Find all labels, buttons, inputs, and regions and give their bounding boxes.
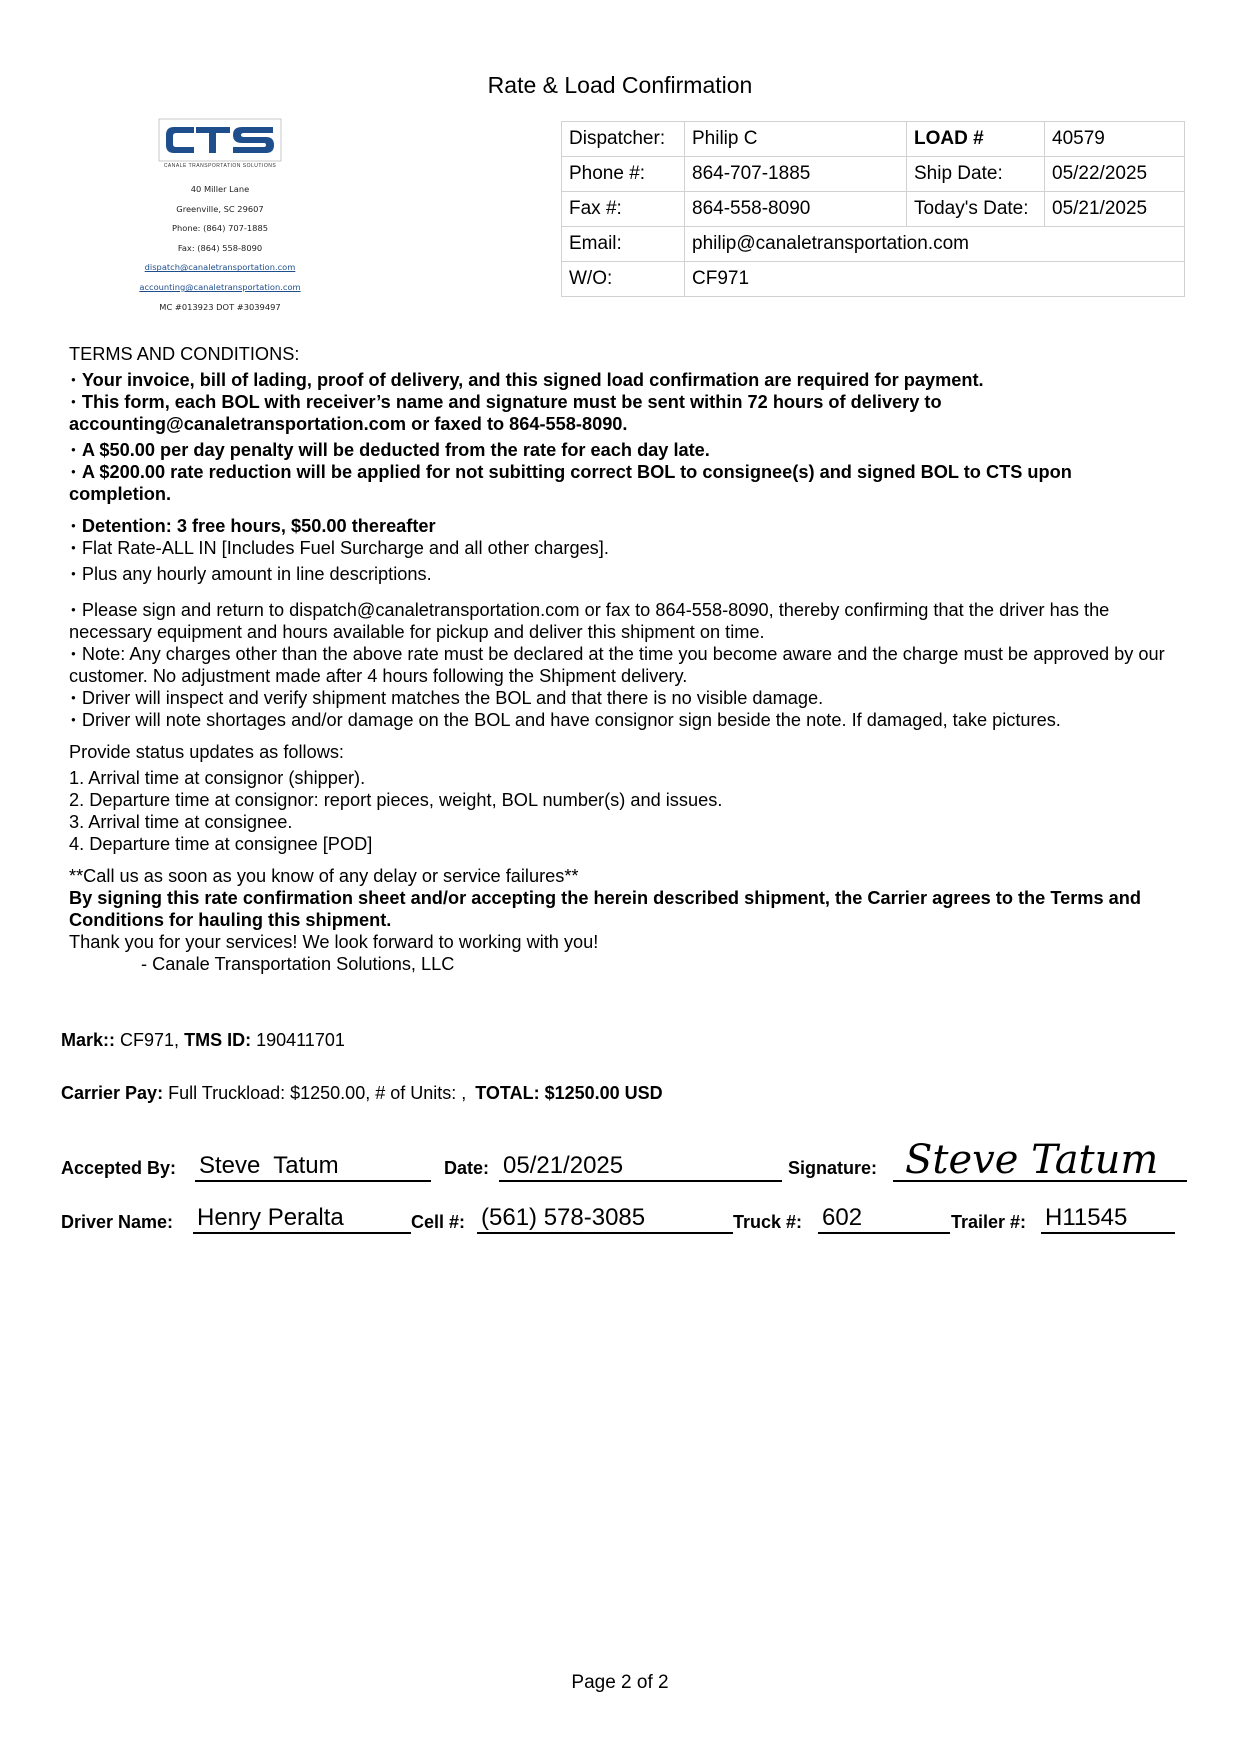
status-step-2: 2. Departure time at consignor: report pieces, weight, BOL number(s) and issues. <box>69 790 723 810</box>
truck-label: Truck #: <box>733 1212 803 1232</box>
fax-value: 864-558-8090 <box>685 192 907 227</box>
status-step-1: 1. Arrival time at consignor (shipper). <box>69 768 366 788</box>
phone-value: 864-707-1885 <box>685 157 907 192</box>
load-number-label: LOAD # <box>907 122 1045 157</box>
table-row <box>562 122 1185 157</box>
company-address-line1: 40 Miller Lane <box>190 184 250 194</box>
carrier-pay-line <box>61 1083 663 1104</box>
work-order-value: CF971 <box>685 262 1185 297</box>
phone-label: Phone #: <box>562 157 685 192</box>
mc-dot-numbers: MC #013923 DOT #3039497 <box>159 301 281 312</box>
mark-line <box>61 1030 345 1051</box>
dispatcher-value: Philip C <box>685 122 907 157</box>
carrier-pay-total: TOTAL: $1250.00 USD <box>475 1083 663 1103</box>
table-row <box>562 227 1185 262</box>
logo-subtitle: CANALE TRANSPORTATION SOLUTIONS <box>163 163 277 169</box>
ship-date-value: 05/22/2025 <box>1045 157 1185 192</box>
status-updates-heading: Provide status updates as follows: <box>69 742 344 762</box>
cts-logo <box>158 118 282 170</box>
term-bullet-sign-return: Please sign and return to dispatch@canaletransportation.com or fax to 864-558-8090, thereby confirming that the driver has the necessary equipment and hours available for pickup and deliver this shipment on time. <box>69 600 1110 642</box>
carrier-agreement: By signing this rate confirmation sheet and/or accepting the herein described shipment, the Carrier agrees to the Terms and Conditions for hauling this shipment. <box>69 888 1141 930</box>
mark-value: CF971, <box>120 1030 180 1050</box>
signature-label: Signature: <box>788 1158 878 1178</box>
term-bullet-bol-reduction: A $200.00 rate reduction will be applied for not subitting correct BOL to consignee(s) and signed BOL to CTS upon completion. <box>69 462 1072 504</box>
company-fax: Fax: (864) 558-8090 <box>177 242 263 253</box>
driver-name-field[interactable]: Henry Peralta <box>193 1206 411 1234</box>
trailer-field[interactable]: H11545 <box>1041 1206 1175 1234</box>
work-order-label: W/O: <box>562 262 685 297</box>
signature-field[interactable]: Steve Tatum <box>893 1140 1187 1182</box>
cell-label: Cell #: <box>411 1212 466 1232</box>
load-number-value: 40579 <box>1045 122 1185 157</box>
company-logo-block <box>130 118 310 317</box>
driver-name-label: Driver Name: <box>61 1212 174 1232</box>
company-phone: Phone: (864) 707-1885 <box>171 223 269 234</box>
ship-date-label: Ship Date: <box>907 157 1045 192</box>
term-bullet-payment: Your invoice, bill of lading, proof of delivery, and this signed load confirmation are required for payment. <box>81 370 984 390</box>
email-label: Email: <box>562 227 685 262</box>
company-signoff: - Canale Transportation Solutions, LLC <box>141 954 455 974</box>
mark-label: Mark:: <box>61 1030 116 1050</box>
fax-label: Fax #: <box>562 192 685 227</box>
tms-id-label: TMS ID: <box>184 1030 252 1050</box>
status-step-4: 4. Departure time at consignee [POD] <box>69 834 373 854</box>
accepted-by-field[interactable]: Steve Tatum <box>195 1154 431 1182</box>
carrier-pay-text: Full Truckload: $1250.00, # of Units: , <box>168 1083 467 1103</box>
table-row <box>562 192 1185 227</box>
term-bullet-shortages: Driver will note shortages and/or damage on the BOL and have consignor sign beside the note. If damaged, take pictures. <box>81 710 1061 730</box>
term-bullet-charges-note: Note: Any charges other than the above rate must be declared at the time you become aware and the charge must be approved by our customer. No adjustment made after 4 hours following the Shipment delivery. <box>69 644 1165 686</box>
todays-date-value: 05/21/2025 <box>1045 192 1185 227</box>
email-value[interactable]: philip@canaletransportation.com <box>685 227 1185 262</box>
tms-id-value: 190411701 <box>256 1030 345 1050</box>
date-field[interactable]: 05/21/2025 <box>499 1154 782 1182</box>
dispatch-email-link[interactable]: dispatch@canaletransportation.com <box>144 262 296 273</box>
todays-date-label: Today's Date: <box>907 192 1045 227</box>
dispatcher-label: Dispatcher: <box>562 122 685 157</box>
date-label: Date: <box>444 1158 490 1178</box>
term-bullet-hourly: Plus any hourly amount in line descriptions. <box>81 564 432 584</box>
term-bullet-detention: Detention: 3 free hours, $50.00 thereafter <box>81 516 436 536</box>
trailer-label: Trailer #: <box>951 1212 1027 1232</box>
company-address-line2: Greenville, SC 29607 <box>176 203 264 214</box>
load-info-table <box>561 121 1185 297</box>
term-bullet-inspect: Driver will inspect and verify shipment matches the BOL and that there is no visible damage. <box>81 688 824 708</box>
page-title: Rate & Load Confirmation <box>487 72 753 98</box>
terms-and-conditions <box>69 343 1169 975</box>
delay-call-note: **Call us as soon as you know of any delay or service failures** <box>69 866 579 886</box>
accepted-by-label: Accepted By: <box>61 1158 177 1178</box>
term-bullet-bol-deadline: This form, each BOL with receiver’s name and signature must be sent within 72 hours of delivery to accounting@canaletransportation.com or faxed to 864-558-8090. <box>69 392 942 434</box>
status-step-3: 3. Arrival time at consignee. <box>69 812 293 832</box>
carrier-pay-label: Carrier Pay: <box>61 1083 164 1103</box>
table-row <box>562 262 1185 297</box>
thank-you-note: Thank you for your services! We look forward to working with you! <box>69 932 599 952</box>
term-bullet-late-penalty: A $50.00 per day penalty will be deducted from the rate for each day late. <box>81 440 710 460</box>
table-row <box>562 157 1185 192</box>
cell-field[interactable]: (561) 578-3085 <box>477 1206 733 1234</box>
page-number: Page 2 of 2 <box>571 1672 669 1693</box>
terms-heading: TERMS AND CONDITIONS: <box>69 344 300 364</box>
truck-field[interactable]: 602 <box>818 1206 950 1234</box>
term-bullet-flat-rate: Flat Rate-ALL IN [Includes Fuel Surcharge and all other charges]. <box>81 538 609 558</box>
accounting-email-link[interactable]: accounting@canaletransportation.com <box>139 281 301 292</box>
